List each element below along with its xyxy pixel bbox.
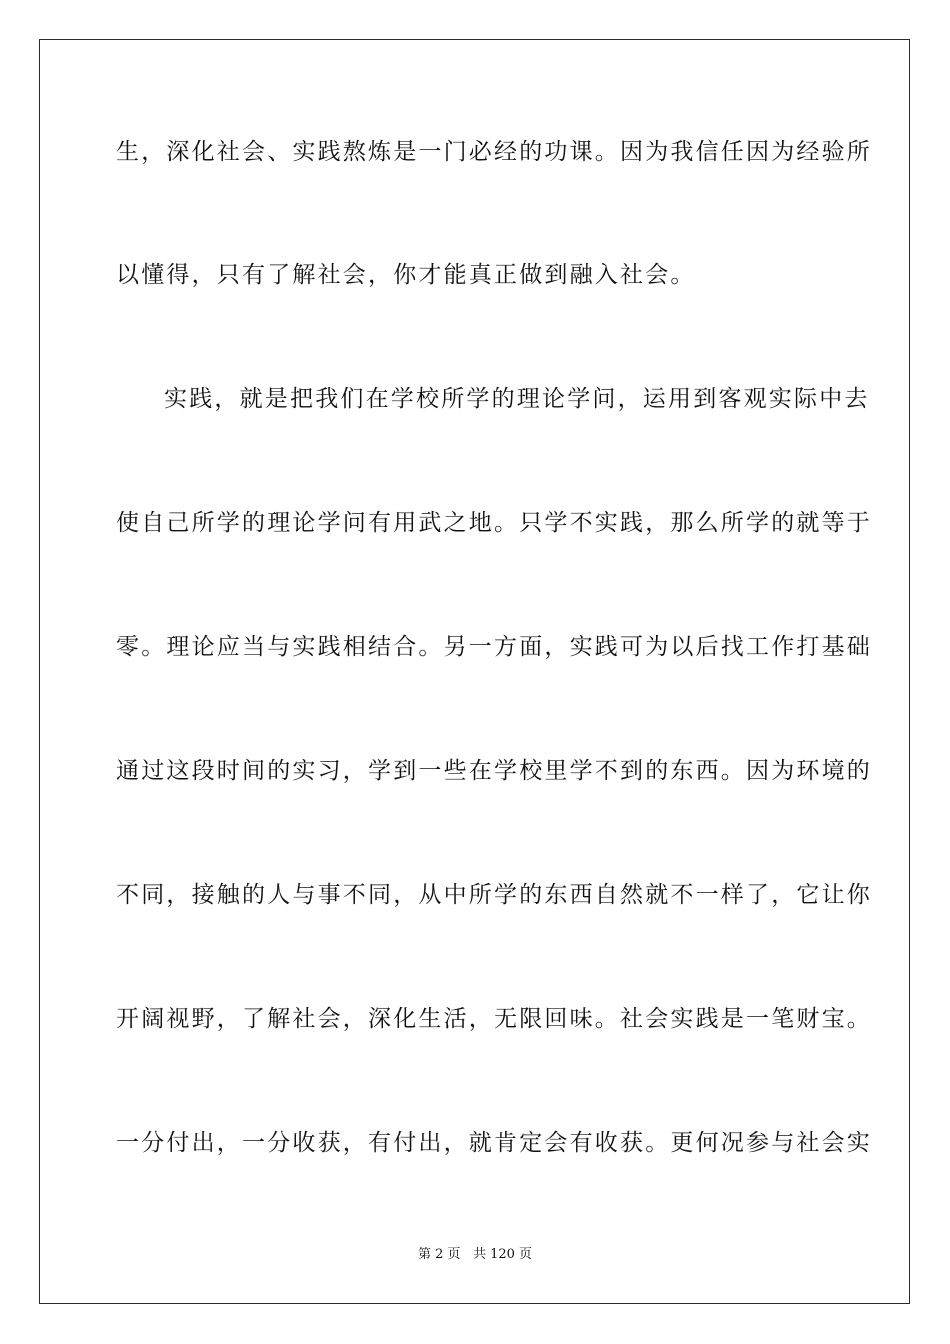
text-line-1: 生，深化社会、实践熬炼是一门必经的功课。因为我信任因为经验所 (116, 139, 872, 165)
paragraph-start-line-3: 实践，就是把我们在学校所学的理论学问，运用到客观实际中去 (164, 386, 870, 412)
text-line-2: 以懂得，只有了解社会，你才能真正做到融入社会。 (116, 262, 696, 288)
page-border (39, 39, 910, 1304)
text-line-8: 开阔视野，了解社会，深化生活，无限回味。社会实践是一笔财宝。 (116, 1006, 872, 1032)
page-number: 第 2 页 (417, 1247, 461, 1262)
total-pages: 共 120 页 (472, 1247, 533, 1262)
page-footer (0, 1246, 950, 1264)
text-line-4: 使自己所学的理论学问有用武之地。只学不实践，那么所学的就等于 (116, 510, 872, 536)
text-line-5: 零。理论应当与实践相结合。另一方面，实践可为以后找工作打基础 (116, 634, 872, 660)
text-line-6: 通过这段时间的实习，学到一些在学校里学不到的东西。因为环境的 (116, 758, 872, 784)
text-line-7: 不同，接触的人与事不同，从中所学的东西自然就不一样了，它让你 (116, 882, 872, 908)
text-line-9: 一分付出，一分收获，有付出，就肯定会有收获。更何况参与社会实 (116, 1130, 872, 1156)
